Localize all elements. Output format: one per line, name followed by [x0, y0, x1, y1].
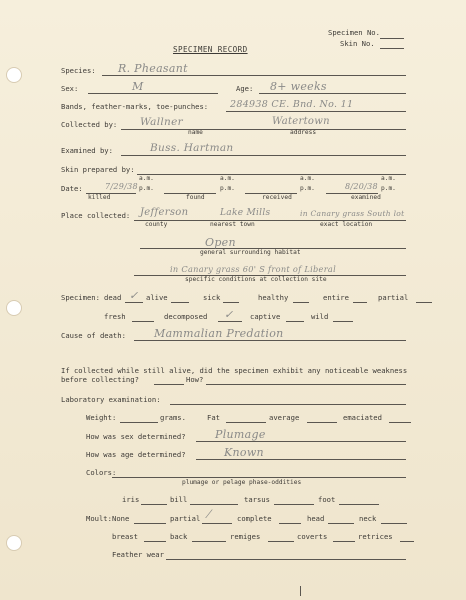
date-label: Date:	[61, 184, 83, 193]
moult-breast-line	[144, 541, 166, 542]
grams-label: grams.	[160, 413, 186, 422]
bill-label: bill	[170, 495, 188, 504]
feather-wear-line	[166, 559, 406, 560]
moult-neck-line	[381, 523, 407, 524]
place-exact-value: in Canary grass South lot	[300, 209, 405, 218]
weakness-question-line1: If collected while still alive, did the specimen exhibit any noticeable weakness	[61, 366, 408, 375]
am-killed: a.m.	[139, 175, 154, 182]
plumage-caption: plumage or pelage phase-oddities	[182, 479, 302, 486]
weight-line	[120, 422, 158, 423]
healthy-label: healthy	[258, 293, 289, 302]
healthy-line	[293, 302, 309, 303]
bands-line	[226, 111, 406, 112]
alive-line	[171, 302, 189, 303]
am-examined: a.m.	[381, 175, 396, 182]
county-caption: county	[145, 221, 168, 228]
bands-label: Bands, feather-marks, toe-punches:	[61, 102, 209, 111]
moult-complete-label: complete	[237, 514, 272, 523]
foot-line	[339, 504, 379, 505]
partial-line	[416, 302, 432, 303]
skin-no-line	[380, 48, 404, 49]
moult-none-line	[134, 523, 166, 524]
collected-address-value: Watertown	[272, 116, 330, 127]
pm-examined: p.m.	[381, 185, 396, 192]
moult-breast-label: breast	[112, 532, 138, 541]
iris-line	[141, 504, 167, 505]
moult-neck-label: neck	[359, 514, 377, 523]
bill-line	[190, 504, 238, 505]
cause-label: Cause of death:	[61, 331, 126, 340]
habitat-value: Open	[205, 236, 236, 249]
weakness-line	[154, 384, 184, 385]
sick-line	[223, 302, 239, 303]
decomposed-check: ✓	[224, 308, 234, 321]
address-caption: address	[290, 129, 317, 136]
emaciated-line	[389, 422, 411, 423]
habitat-caption: general surrounding habitat	[200, 249, 301, 256]
moult-coverts-line	[333, 541, 355, 542]
age-determined-label: How was age determined?	[86, 450, 186, 459]
specimen-no-line	[380, 38, 404, 39]
captive-label: captive	[250, 312, 281, 321]
average-line	[307, 422, 337, 423]
moult-back-label: back	[170, 532, 188, 541]
tarsus-line	[274, 504, 314, 505]
killed-caption: killed	[88, 194, 111, 201]
examined-line	[121, 155, 406, 156]
examined-caption: examined	[351, 194, 381, 201]
age-value: 8+ weeks	[270, 80, 327, 93]
am-received: a.m.	[300, 175, 315, 182]
decomposed-line	[218, 321, 242, 322]
moult-partial-check: ⁄	[208, 508, 210, 521]
moult-retrices-line	[400, 541, 414, 542]
sex-determined-line	[196, 441, 406, 442]
dead-line	[125, 302, 143, 303]
sex-line	[88, 93, 218, 94]
dead-label: dead	[104, 293, 122, 302]
cause-value: Mammalian Predation	[154, 327, 284, 340]
feather-wear-label: Feather wear	[112, 550, 164, 559]
weight-label: Weight:	[86, 413, 117, 422]
lab-heading: Laboratory examination:	[61, 395, 161, 404]
dead-check: ✓	[129, 289, 139, 302]
moult-back-line	[192, 541, 226, 542]
age-determined-line	[196, 459, 406, 460]
town-caption: nearest town	[210, 221, 255, 228]
lab-line	[170, 404, 406, 405]
conditions-value: in Canary grass 60' S front of Liberal	[170, 264, 337, 274]
colors-label: Colors:	[86, 468, 117, 477]
am-found: a.m.	[220, 175, 235, 182]
sick-label: sick	[203, 293, 221, 302]
species-line	[102, 75, 406, 76]
date-examined-value: 8/20/38	[345, 182, 378, 191]
sex-value: M	[132, 80, 144, 93]
examined-label: Examined by:	[61, 146, 113, 155]
skin-prepared-line	[137, 174, 406, 175]
punch-hole-top	[6, 67, 22, 83]
moult-coverts-label: coverts	[297, 532, 328, 541]
date-killed-value: 7/29/38	[105, 182, 138, 191]
skin-prepared-label: Skin prepared by:	[61, 165, 135, 174]
age-label: Age:	[236, 84, 254, 93]
received-caption: received	[262, 194, 292, 201]
partial-label: partial	[378, 293, 409, 302]
found-caption: found	[186, 194, 205, 201]
decomposed-label: decomposed	[164, 312, 208, 321]
place-county-value: Jefferson	[140, 207, 189, 218]
moult-label: Moult:	[86, 514, 112, 523]
colors-line	[112, 477, 406, 478]
pm-killed: p.m.	[139, 185, 154, 192]
moult-remiges-label: remiges	[230, 532, 261, 541]
examined-value: Buss. Hartman	[150, 142, 234, 154]
species-value: R. Pheasant	[118, 62, 188, 75]
sex-determined-value: Plumage	[215, 428, 266, 441]
how-line	[206, 384, 406, 385]
pm-found: p.m.	[220, 185, 235, 192]
weakness-question-line2: before collecting?	[61, 375, 139, 384]
punch-hole-middle	[6, 300, 22, 316]
bottom-mark	[300, 586, 302, 596]
skin-no-label: Skin No.	[340, 39, 375, 48]
collected-line	[121, 129, 406, 130]
specimen-label: Specimen:	[61, 293, 100, 302]
page-title: SPECIMEN RECORD	[173, 45, 248, 54]
conditions-caption: specific conditions at collection site	[185, 276, 327, 283]
alive-label: alive	[146, 293, 168, 302]
age-line	[259, 93, 406, 94]
average-label: average	[269, 413, 300, 422]
pm-received: p.m.	[300, 185, 315, 192]
entire-label: entire	[323, 293, 349, 302]
collected-label: Collected by:	[61, 120, 118, 129]
sex-determined-label: How was sex determined?	[86, 432, 186, 441]
foot-label: foot	[318, 495, 336, 504]
sex-label: Sex:	[61, 84, 79, 93]
cause-line	[134, 340, 406, 341]
age-determined-value: Known	[224, 446, 264, 459]
place-label: Place collected:	[61, 211, 131, 220]
collected-name-value: Wallner	[140, 116, 183, 128]
specimen-no-label: Specimen No.	[328, 28, 380, 37]
exact-caption: exact location	[320, 221, 373, 228]
tarsus-label: tarsus	[244, 495, 270, 504]
species-label: Species:	[61, 66, 96, 75]
moult-none-label: None	[112, 514, 130, 523]
moult-partial-label: partial	[170, 514, 201, 523]
emaciated-label: emaciated	[343, 413, 382, 422]
moult-remiges-line	[268, 541, 294, 542]
wild-label: wild	[311, 312, 329, 321]
fat-label: Fat	[207, 413, 220, 422]
iris-label: iris	[122, 495, 140, 504]
moult-head-label: head	[307, 514, 325, 523]
how-label: How?	[186, 375, 204, 384]
captive-line	[286, 321, 304, 322]
moult-head-line	[328, 523, 354, 524]
moult-complete-line	[279, 523, 301, 524]
name-caption: name	[188, 129, 203, 136]
entire-line	[353, 302, 367, 303]
fresh-line	[132, 321, 154, 322]
punch-hole-bottom	[6, 535, 22, 551]
fat-line	[226, 422, 266, 423]
fresh-label: fresh	[104, 312, 126, 321]
bands-value: 284938 CE. Bnd. No. 11	[230, 99, 354, 110]
wild-line	[333, 321, 353, 322]
moult-retrices-label: retrices	[358, 532, 393, 541]
moult-partial-line	[202, 523, 232, 524]
place-town-value: Lake Mills	[220, 208, 271, 218]
